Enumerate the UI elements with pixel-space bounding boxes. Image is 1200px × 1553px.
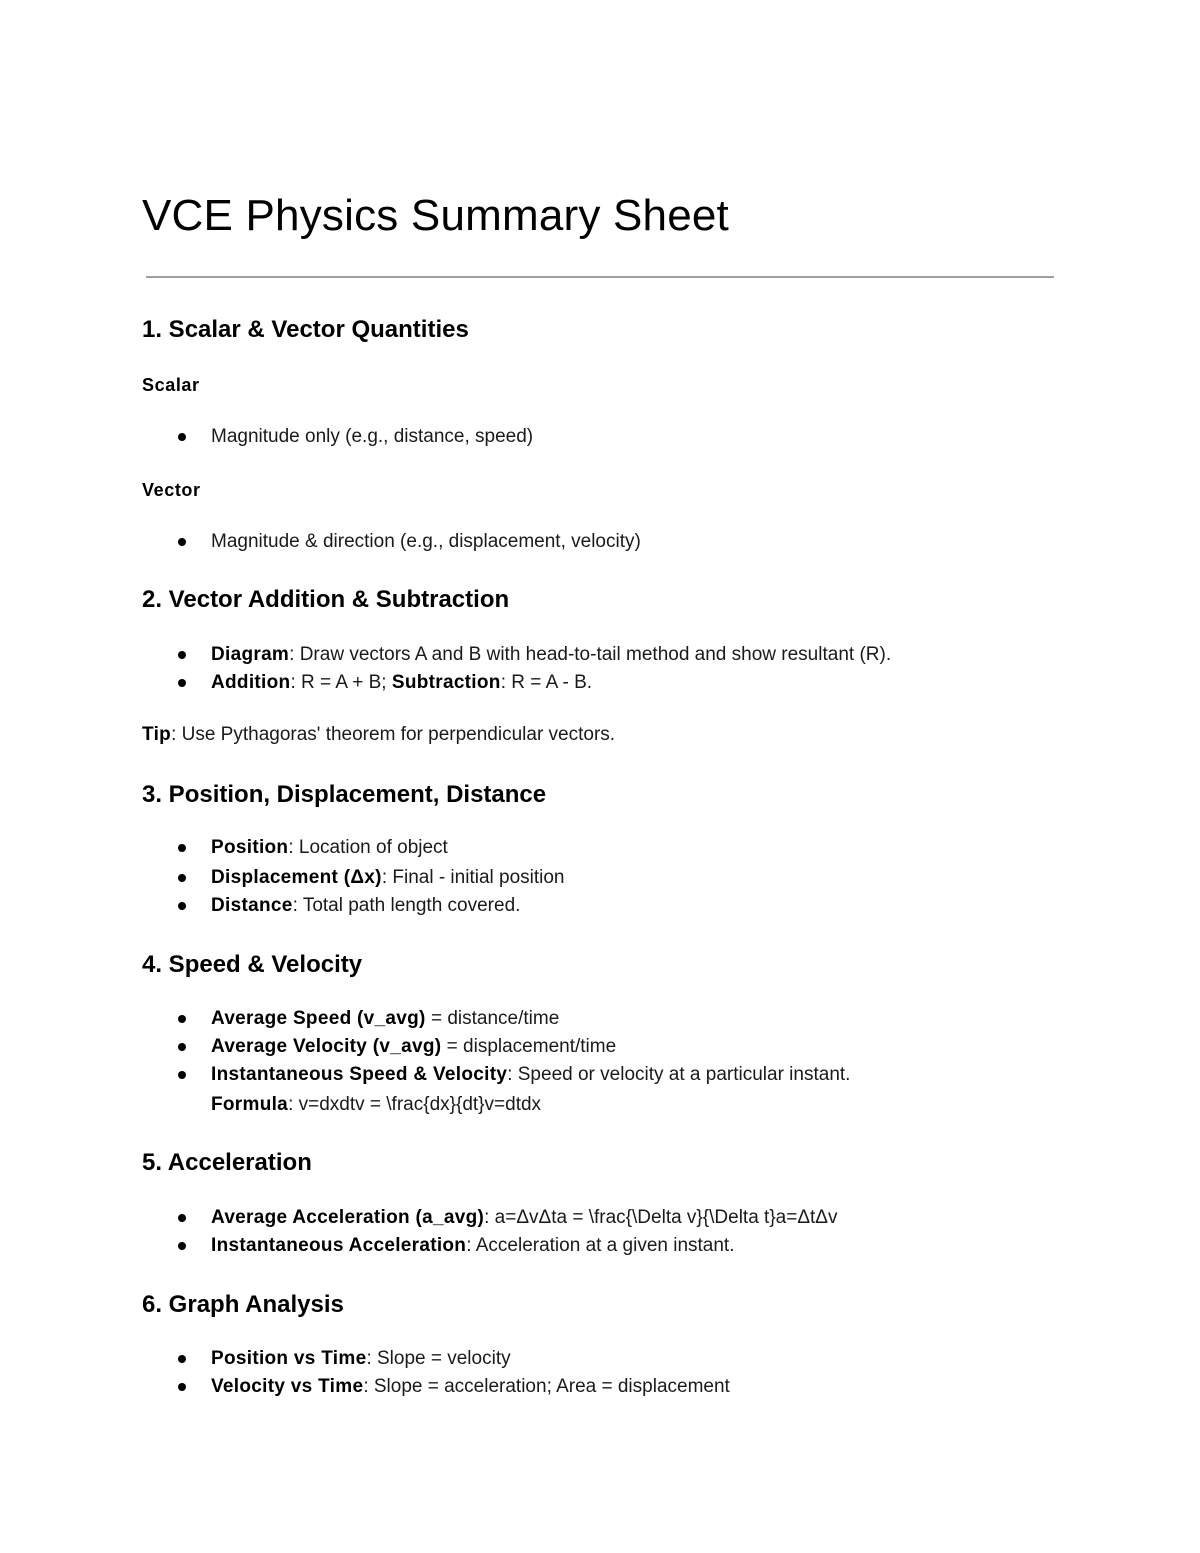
term-label: Position vs Time: [211, 1348, 367, 1369]
formula-label: Formula: [211, 1094, 289, 1115]
list-item-text: Magnitude & direction (e.g., displacement, velocity): [211, 531, 641, 552]
term-label: Average Velocity (v_avg): [211, 1036, 442, 1057]
term-label: Addition: [211, 672, 291, 693]
tip-label: Tip: [142, 724, 172, 745]
list-item: [211, 1375, 730, 1399]
bullet-icon: [178, 844, 186, 852]
bullet-icon: [178, 1214, 186, 1222]
term-label: Instantaneous Acceleration: [211, 1235, 467, 1256]
bullet-icon: [178, 1355, 186, 1363]
list-item: [211, 530, 641, 554]
list-item: [211, 1234, 735, 1258]
term-label: Displacement (Δx): [211, 867, 382, 888]
list-item: [211, 836, 448, 860]
bullet-icon: [178, 433, 186, 441]
term-text: : R = A - B.: [500, 672, 593, 693]
list-item: [211, 425, 533, 449]
bullet-icon: [178, 679, 186, 687]
tip-paragraph: [142, 723, 615, 747]
term-label: Average Speed (v_avg): [211, 1008, 426, 1029]
list-item-text: Magnitude only (e.g., distance, speed): [211, 426, 534, 447]
term-text: = distance/time: [425, 1008, 560, 1029]
bullet-icon: [178, 1383, 186, 1391]
term-text: : Location of object: [288, 837, 448, 858]
term-label: Average Acceleration (a_avg): [211, 1207, 485, 1228]
term-text: : a=ΔvΔta = \frac{\Delta v}{\Delta t}a=ΔtΔv: [484, 1207, 838, 1228]
section-heading: 6. Graph Analysis: [142, 1291, 344, 1318]
bullet-icon: [178, 902, 186, 910]
bullet-icon: [178, 1015, 186, 1023]
term-text: : Final - initial position: [381, 867, 565, 888]
section-heading: 3. Position, Displacement, Distance: [142, 781, 547, 808]
bullet-icon: [178, 1071, 186, 1079]
section-heading: 1. Scalar & Vector Quantities: [142, 316, 469, 343]
section-heading: 5. Acceleration: [142, 1149, 312, 1176]
bullet-icon: [178, 1242, 186, 1250]
list-item: [211, 1035, 616, 1059]
formula-text: : v=dxdtv = \frac{dx}{dt}v=dtdx: [288, 1094, 542, 1115]
term-text: : Slope = acceleration; Area = displacement: [363, 1376, 730, 1397]
term-text: : Acceleration at a given instant.: [466, 1235, 735, 1256]
term-label: Position: [211, 837, 289, 858]
term-label: Instantaneous Speed & Velocity: [211, 1064, 508, 1085]
term-label: Velocity vs Time: [211, 1376, 364, 1397]
term-text: : Speed or velocity at a particular instant.: [507, 1064, 851, 1085]
bullet-icon: [178, 874, 186, 882]
list-item: [211, 671, 592, 695]
bullet-icon: [178, 538, 186, 546]
term-label: Subtraction: [391, 672, 501, 693]
term-text: : Draw vectors A and B with head-to-tail method and show resultant (R).: [289, 644, 892, 665]
subheading-vector: Vector: [142, 480, 201, 500]
section-heading: 4. Speed & Velocity: [142, 951, 363, 978]
subheading-scalar: Scalar: [142, 375, 200, 395]
term-text: : Total path length covered.: [292, 895, 521, 916]
bullet-icon: [178, 1043, 186, 1051]
list-item: [211, 643, 891, 667]
term-label: Diagram: [211, 644, 290, 665]
horizontal-rule: [146, 276, 1054, 278]
list-item: [211, 1347, 511, 1371]
formula-line: [211, 1093, 541, 1117]
list-item: [211, 866, 565, 890]
term-text: : R = A + B;: [290, 672, 392, 693]
page-title: VCE Physics Summary Sheet: [142, 191, 729, 240]
section-heading: 2. Vector Addition & Subtraction: [142, 586, 510, 613]
term-text: = displacement/time: [441, 1036, 617, 1057]
list-item: [211, 1007, 559, 1031]
term-label: Distance: [211, 895, 293, 916]
term-text: : Slope = velocity: [366, 1348, 511, 1369]
list-item: [211, 1206, 838, 1230]
list-item: [211, 894, 520, 918]
bullet-icon: [178, 651, 186, 659]
tip-text: : Use Pythagoras' theorem for perpendicular vectors.: [171, 724, 616, 745]
list-item: [211, 1063, 850, 1087]
